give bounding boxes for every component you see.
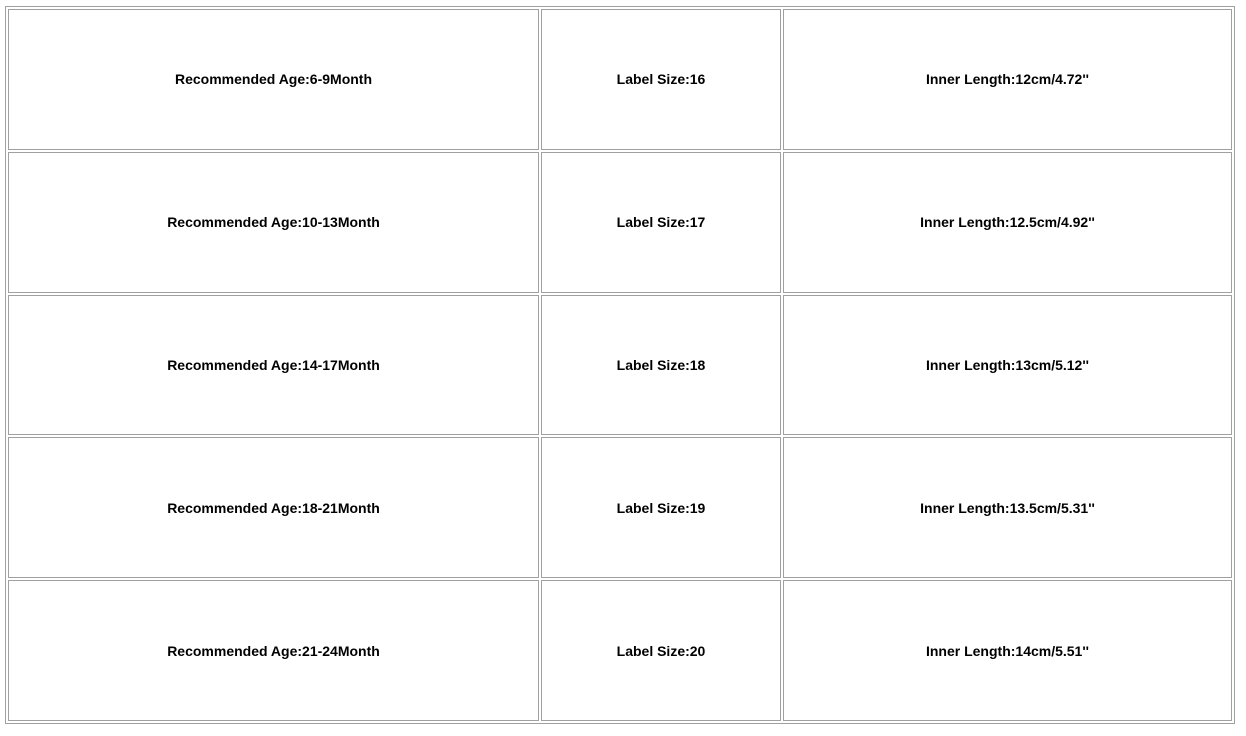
table-row [8, 152, 1232, 293]
table-row [8, 295, 1232, 436]
table-row [8, 437, 1232, 578]
inner-length-cell: Inner Length:13.5cm/5.31'' [783, 437, 1232, 578]
table-row [8, 580, 1232, 721]
recommended-age-cell: Recommended Age:14-17Month [8, 295, 539, 436]
inner-length-cell: Inner Length:12.5cm/4.92'' [783, 152, 1232, 293]
inner-length-cell: Inner Length:14cm/5.51'' [783, 580, 1232, 721]
label-size-cell: Label Size:18 [541, 295, 781, 436]
recommended-age-cell: Recommended Age:10-13Month [8, 152, 539, 293]
inner-length-cell: Inner Length:13cm/5.12'' [783, 295, 1232, 436]
size-chart-table [5, 6, 1235, 724]
table-row [8, 9, 1232, 150]
label-size-cell: Label Size:16 [541, 9, 781, 150]
label-size-cell: Label Size:20 [541, 580, 781, 721]
recommended-age-cell: Recommended Age:18-21Month [8, 437, 539, 578]
label-size-cell: Label Size:19 [541, 437, 781, 578]
recommended-age-cell: Recommended Age:6-9Month [8, 9, 539, 150]
recommended-age-cell: Recommended Age:21-24Month [8, 580, 539, 721]
label-size-cell: Label Size:17 [541, 152, 781, 293]
inner-length-cell: Inner Length:12cm/4.72'' [783, 9, 1232, 150]
